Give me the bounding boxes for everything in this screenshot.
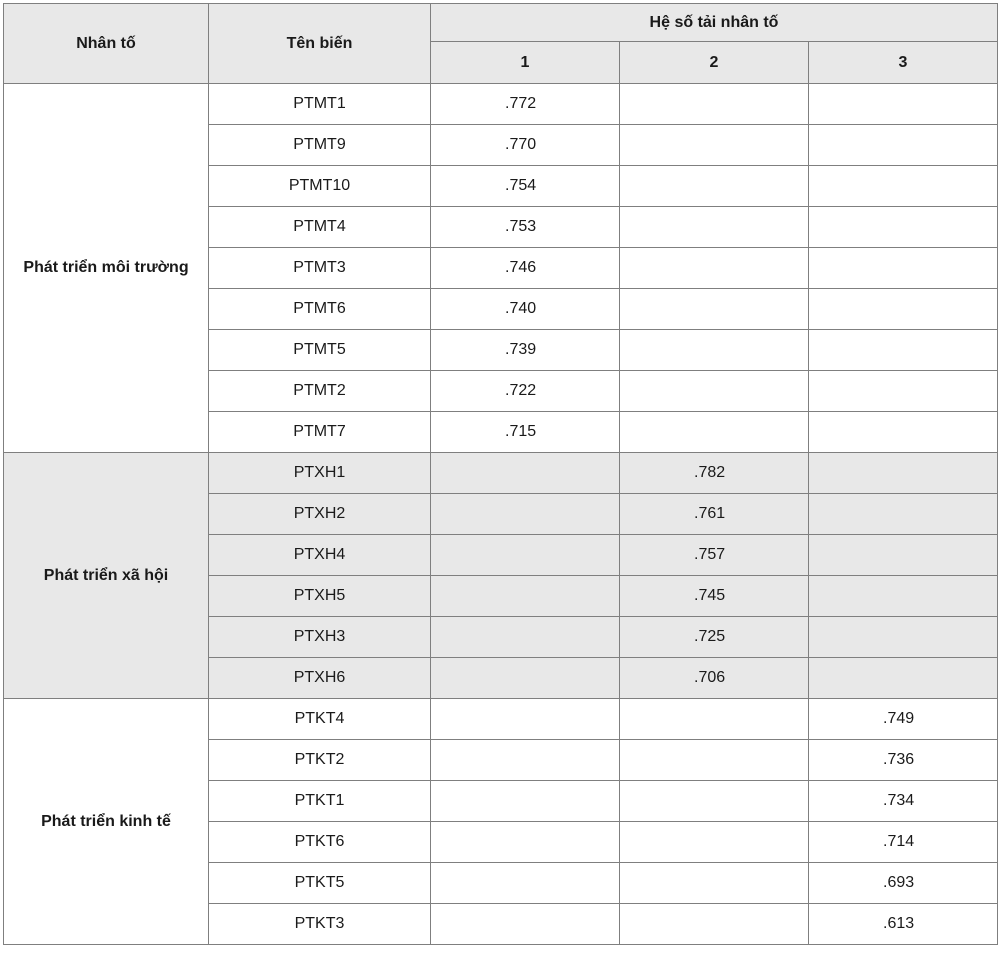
loading-value-factor-1 (431, 535, 620, 576)
loading-value-factor-2: .757 (620, 535, 809, 576)
loading-value-factor-2: .725 (620, 617, 809, 658)
loading-value-factor-1 (431, 822, 620, 863)
loading-value-factor-2: .761 (620, 494, 809, 535)
variable-name: PTMT1 (209, 84, 431, 125)
variable-name: PTXH4 (209, 535, 431, 576)
variable-name: PTMT6 (209, 289, 431, 330)
loading-value-factor-3 (809, 658, 998, 699)
factor-loading-table-container (3, 3, 998, 945)
factor-loading-table (3, 3, 998, 945)
variable-name: PTKT4 (209, 699, 431, 740)
loading-value-factor-2 (620, 125, 809, 166)
loading-value-factor-2 (620, 904, 809, 945)
loading-value-factor-2 (620, 248, 809, 289)
variable-name: PTMT4 (209, 207, 431, 248)
loading-value-factor-1: .740 (431, 289, 620, 330)
loading-value-factor-2 (620, 166, 809, 207)
loading-value-factor-3: .749 (809, 699, 998, 740)
loading-value-factor-1 (431, 699, 620, 740)
variable-name: PTXH3 (209, 617, 431, 658)
loading-value-factor-3 (809, 617, 998, 658)
loading-value-factor-3: .736 (809, 740, 998, 781)
factor-group-name: Phát triển kinh tế (4, 699, 209, 945)
variable-name: PTKT2 (209, 740, 431, 781)
loading-value-factor-1 (431, 781, 620, 822)
loading-value-factor-1: .746 (431, 248, 620, 289)
header-loading: Hệ số tải nhân tố (431, 4, 998, 42)
variable-name: PTXH6 (209, 658, 431, 699)
variable-name: PTMT3 (209, 248, 431, 289)
variable-name: PTXH5 (209, 576, 431, 617)
loading-value-factor-3 (809, 84, 998, 125)
loading-value-factor-1: .772 (431, 84, 620, 125)
table-header (4, 4, 998, 84)
loading-value-factor-3 (809, 371, 998, 412)
loading-value-factor-3: .734 (809, 781, 998, 822)
loading-value-factor-3: .714 (809, 822, 998, 863)
loading-value-factor-1: .715 (431, 412, 620, 453)
loading-value-factor-3 (809, 535, 998, 576)
loading-value-factor-1 (431, 658, 620, 699)
table-row (4, 84, 998, 125)
loading-value-factor-3 (809, 494, 998, 535)
variable-name: PTXH1 (209, 453, 431, 494)
loading-value-factor-1: .722 (431, 371, 620, 412)
loading-value-factor-3 (809, 330, 998, 371)
loading-value-factor-1 (431, 904, 620, 945)
loading-value-factor-3 (809, 248, 998, 289)
header-factor-3: 3 (809, 42, 998, 84)
header-factor-2: 2 (620, 42, 809, 84)
loading-value-factor-3: .693 (809, 863, 998, 904)
variable-name: PTMT10 (209, 166, 431, 207)
loading-value-factor-1 (431, 617, 620, 658)
loading-value-factor-2 (620, 289, 809, 330)
variable-name: PTMT5 (209, 330, 431, 371)
loading-value-factor-1: .753 (431, 207, 620, 248)
table-row (4, 699, 998, 740)
header-variable: Tên biến (209, 4, 431, 84)
loading-value-factor-2 (620, 371, 809, 412)
loading-value-factor-3 (809, 166, 998, 207)
loading-value-factor-1: .754 (431, 166, 620, 207)
variable-name: PTKT1 (209, 781, 431, 822)
loading-value-factor-2 (620, 84, 809, 125)
loading-value-factor-3 (809, 289, 998, 330)
table-body (4, 84, 998, 945)
loading-value-factor-2 (620, 412, 809, 453)
header-factor-1: 1 (431, 42, 620, 84)
loading-value-factor-2: .782 (620, 453, 809, 494)
loading-value-factor-1 (431, 494, 620, 535)
loading-value-factor-1 (431, 453, 620, 494)
variable-name: PTMT9 (209, 125, 431, 166)
variable-name: PTKT5 (209, 863, 431, 904)
loading-value-factor-2 (620, 822, 809, 863)
loading-value-factor-2 (620, 863, 809, 904)
loading-value-factor-3 (809, 412, 998, 453)
loading-value-factor-1: .770 (431, 125, 620, 166)
loading-value-factor-1: .739 (431, 330, 620, 371)
loading-value-factor-2 (620, 781, 809, 822)
variable-name: PTKT6 (209, 822, 431, 863)
loading-value-factor-2 (620, 207, 809, 248)
variable-name: PTMT7 (209, 412, 431, 453)
loading-value-factor-1 (431, 740, 620, 781)
variable-name: PTKT3 (209, 904, 431, 945)
loading-value-factor-3 (809, 207, 998, 248)
loading-value-factor-3 (809, 125, 998, 166)
factor-group-name: Phát triển xã hội (4, 453, 209, 699)
loading-value-factor-2: .706 (620, 658, 809, 699)
loading-value-factor-2: .745 (620, 576, 809, 617)
loading-value-factor-1 (431, 576, 620, 617)
loading-value-factor-2 (620, 699, 809, 740)
table-row (4, 453, 998, 494)
header-factor: Nhân tố (4, 4, 209, 84)
variable-name: PTMT2 (209, 371, 431, 412)
variable-name: PTXH2 (209, 494, 431, 535)
factor-group-name: Phát triển môi trường (4, 84, 209, 453)
loading-value-factor-3 (809, 576, 998, 617)
loading-value-factor-2 (620, 740, 809, 781)
loading-value-factor-3 (809, 453, 998, 494)
loading-value-factor-3: .613 (809, 904, 998, 945)
loading-value-factor-1 (431, 863, 620, 904)
loading-value-factor-2 (620, 330, 809, 371)
